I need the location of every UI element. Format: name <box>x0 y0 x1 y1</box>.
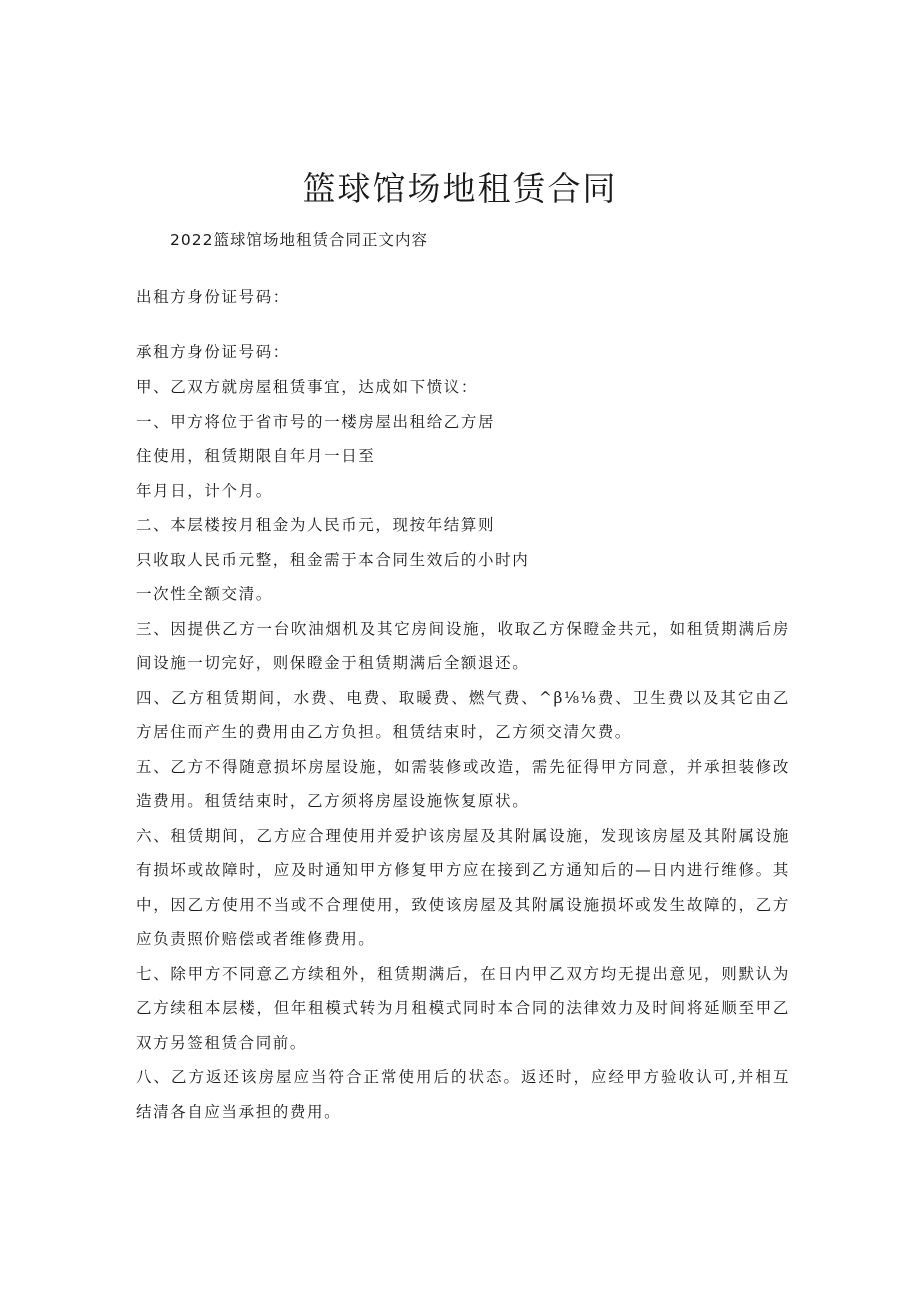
paragraph-clause-6: 六、租赁期间，乙方应合理使用并爱护该房屋及其附属设施，发现该房屋及其附属设施有损坏或故障时，应及时通知甲方修复甲方应在接到乙方通知后的—日内进行维修。其中，因乙方使用不当或不合理使用，致使该房屋及其附属设施损坏或发生故障的，乙方应负责照价赔偿或者维修费用。 <box>136 826 790 948</box>
paragraph-clause-1-line-2: 住使用，租赁期限自年月一日至 <box>136 447 376 465</box>
paragraph-clause-1-line-1: 一、甲方将位于省市号的一楼房屋出租给乙方居 <box>136 412 496 431</box>
lessor-id-label: 出租方身份证号码： <box>136 288 290 306</box>
paragraph-clause-8: 八、乙方返还该房屋应当符合正常使用后的状态。返还时，应经甲方验收认可,并相互结清各自应当承担的费用。 <box>136 1068 790 1121</box>
paragraph-clause-2-line-3: 一次性全额交清。 <box>136 585 273 603</box>
paragraph-clause-2-line-2: 只收取人民币元整，租金需于本合同生效后的小时内 <box>136 550 530 569</box>
paragraph-clause-1-line-3: 年月日，计个月。 <box>136 481 273 500</box>
contract-body <box>136 370 790 1129</box>
paragraph-clause-4: 四、乙方租赁期间，水费、电费、取暖费、燃气费、^β⅛⅛费、卫生费以及其它由乙方居住而产生的费用由乙方负担。租赁结束时，乙方须交清欠费。 <box>136 688 790 741</box>
paragraph-clause-2-line-1: 二、本层楼按月租金为人民币元，现按年结算则 <box>136 516 496 534</box>
document-title: 篮球馆场地租赁合同 <box>302 169 618 209</box>
paragraph-clause-3: 三、因提供乙方一台吹油烟机及其它房间设施，收取乙方保瞪金共元，如租赁期满后房间设施一切完好，则保瞪金于租赁期满后全额退还。 <box>136 619 790 672</box>
paragraph-clause-5: 五、乙方不得随意损坏房屋设施，如需装修或改造，需先征得甲方同意，并承担装修改造费用。租赁结束时，乙方须将房屋设施恢复原状。 <box>136 757 790 810</box>
lessee-id-label: 承租方身份证号码： <box>136 343 290 361</box>
paragraph-agreement: 甲、乙双方就房屋租赁事宜，达成如下愤议： <box>136 378 479 396</box>
document-subtitle: 2022篮球馆场地租赁合同正文内容 <box>170 231 428 249</box>
paragraph-clause-7: 七、除甲方不同意乙方续租外，租赁期满后，在日内甲乙双方均无提出意见，则默认为乙方续租本层楼，但年租模式转为月租模式同时本合同的法律效力及时间将延顺至甲乙双方另签租赁合同前。 <box>136 964 790 1052</box>
